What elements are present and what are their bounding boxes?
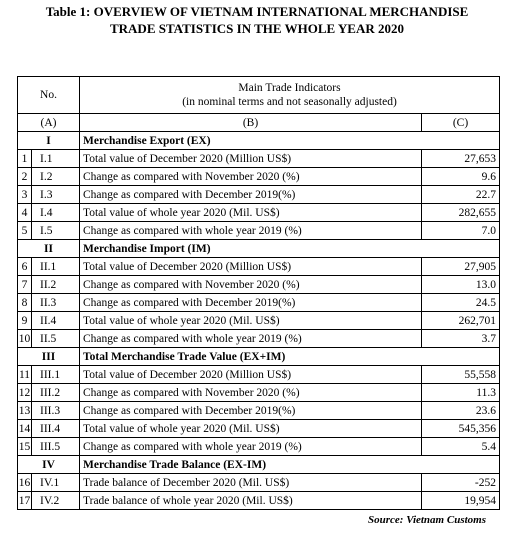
row-index: 5 bbox=[18, 222, 32, 240]
row-code: II.5 bbox=[32, 330, 80, 348]
header-main-indicators bbox=[80, 77, 500, 114]
row-value: -252 bbox=[422, 474, 500, 492]
section-label: Total Merchandise Trade Value (EX+IM) bbox=[80, 348, 500, 366]
section-row bbox=[18, 132, 500, 150]
row-value: 27,653 bbox=[422, 150, 500, 168]
title-line-2: TRADE STATISTICS IN THE WHOLE YEAR 2020 bbox=[109, 21, 405, 36]
row-description: Change as compared with November 2020 (%) bbox=[80, 168, 422, 186]
row-value: 5.4 bbox=[422, 438, 500, 456]
row-description: Change as compared with December 2019(%) bbox=[80, 402, 422, 420]
row-code: I.2 bbox=[32, 168, 80, 186]
row-description: Change as compared with whole year 2019 (%) bbox=[80, 438, 422, 456]
row-index: 10 bbox=[18, 330, 32, 348]
table-row bbox=[18, 330, 500, 348]
row-code: I.4 bbox=[32, 204, 80, 222]
section-row bbox=[18, 240, 500, 258]
row-value: 7.0 bbox=[422, 222, 500, 240]
table-body bbox=[18, 132, 500, 510]
title-line-1: Table 1: OVERVIEW OF VIETNAM INTERNATIONAL MERCHANDISE bbox=[45, 4, 469, 19]
table-row bbox=[18, 492, 500, 510]
row-code: I.3 bbox=[32, 186, 80, 204]
header-no: No. bbox=[18, 77, 80, 114]
header-main-line-2: (in nominal terms and not seasonally adjusted) bbox=[182, 96, 397, 108]
row-value: 9.6 bbox=[422, 168, 500, 186]
section-code: II bbox=[18, 240, 80, 258]
row-description: Total value of whole year 2020 (Mil. US$) bbox=[80, 312, 422, 330]
table-row bbox=[18, 402, 500, 420]
row-index: 8 bbox=[18, 294, 32, 312]
row-description: Change as compared with whole year 2019 (%) bbox=[80, 222, 422, 240]
row-code: III.1 bbox=[32, 366, 80, 384]
row-index: 6 bbox=[18, 258, 32, 276]
row-index: 15 bbox=[18, 438, 32, 456]
row-description: Change as compared with December 2019(%) bbox=[80, 294, 422, 312]
row-code: II.4 bbox=[32, 312, 80, 330]
row-code: III.2 bbox=[32, 384, 80, 402]
row-description: Change as compared with November 2020 (%) bbox=[80, 276, 422, 294]
row-value: 23.6 bbox=[422, 402, 500, 420]
row-index: 4 bbox=[18, 204, 32, 222]
section-row bbox=[18, 456, 500, 474]
table-row bbox=[18, 222, 500, 240]
row-code: I.5 bbox=[32, 222, 80, 240]
table-row bbox=[18, 168, 500, 186]
row-index: 13 bbox=[18, 402, 32, 420]
row-code: IV.2 bbox=[32, 492, 80, 510]
header-col-b: (B) bbox=[80, 114, 422, 132]
row-index: 12 bbox=[18, 384, 32, 402]
row-description: Total value of December 2020 (Million US$) bbox=[80, 366, 422, 384]
section-code: IV bbox=[18, 456, 80, 474]
row-value: 545,356 bbox=[422, 420, 500, 438]
row-description: Trade balance of December 2020 (Mil. US$) bbox=[80, 474, 422, 492]
table-row bbox=[18, 312, 500, 330]
row-description: Total value of whole year 2020 (Mil. US$) bbox=[80, 204, 422, 222]
source-note: Source: Vietnam Customs bbox=[368, 514, 486, 526]
row-value: 24.5 bbox=[422, 294, 500, 312]
row-code: I.1 bbox=[32, 150, 80, 168]
row-index: 17 bbox=[18, 492, 32, 510]
row-description: Change as compared with whole year 2019 (%) bbox=[80, 330, 422, 348]
table-row bbox=[18, 384, 500, 402]
row-code: II.2 bbox=[32, 276, 80, 294]
section-label: Merchandise Export (EX) bbox=[80, 132, 500, 150]
table-row bbox=[18, 438, 500, 456]
row-code: II.3 bbox=[32, 294, 80, 312]
row-description: Change as compared with December 2019(%) bbox=[80, 186, 422, 204]
row-code: IV.1 bbox=[32, 474, 80, 492]
row-value: 11.3 bbox=[422, 384, 500, 402]
table-row bbox=[18, 366, 500, 384]
section-label: Merchandise Import (IM) bbox=[80, 240, 500, 258]
row-index: 1 bbox=[18, 150, 32, 168]
table-row bbox=[18, 186, 500, 204]
table-row bbox=[18, 420, 500, 438]
row-code: III.5 bbox=[32, 438, 80, 456]
section-code: III bbox=[18, 348, 80, 366]
section-label: Merchandise Trade Balance (EX-IM) bbox=[80, 456, 500, 474]
row-index: 16 bbox=[18, 474, 32, 492]
header-col-c: (C) bbox=[422, 114, 500, 132]
row-value: 262,701 bbox=[422, 312, 500, 330]
row-value: 282,655 bbox=[422, 204, 500, 222]
trade-statistics-table bbox=[17, 76, 500, 510]
table-row bbox=[18, 150, 500, 168]
row-index: 9 bbox=[18, 312, 32, 330]
row-value: 19,954 bbox=[422, 492, 500, 510]
row-description: Trade balance of whole year 2020 (Mil. US$) bbox=[80, 492, 422, 510]
header-col-a: (A) bbox=[18, 114, 80, 132]
row-description: Total value of whole year 2020 (Mil. US$) bbox=[80, 420, 422, 438]
header-main-line-1: Main Trade Indicators bbox=[238, 82, 341, 94]
table-row bbox=[18, 258, 500, 276]
table-row bbox=[18, 294, 500, 312]
row-value: 3.7 bbox=[422, 330, 500, 348]
table-row bbox=[18, 204, 500, 222]
row-index: 3 bbox=[18, 186, 32, 204]
row-description: Total value of December 2020 (Million US$) bbox=[80, 150, 422, 168]
section-code: I bbox=[18, 132, 80, 150]
table-row bbox=[18, 474, 500, 492]
row-index: 7 bbox=[18, 276, 32, 294]
row-index: 11 bbox=[18, 366, 32, 384]
table-title bbox=[0, 3, 514, 37]
row-code: III.4 bbox=[32, 420, 80, 438]
row-code: III.3 bbox=[32, 402, 80, 420]
row-code: II.1 bbox=[32, 258, 80, 276]
row-index: 2 bbox=[18, 168, 32, 186]
row-index: 14 bbox=[18, 420, 32, 438]
section-row bbox=[18, 348, 500, 366]
table-row bbox=[18, 276, 500, 294]
row-description: Change as compared with November 2020 (%) bbox=[80, 384, 422, 402]
row-value: 55,558 bbox=[422, 366, 500, 384]
row-description: Total value of December 2020 (Million US$) bbox=[80, 258, 422, 276]
row-value: 22.7 bbox=[422, 186, 500, 204]
row-value: 13.0 bbox=[422, 276, 500, 294]
row-value: 27,905 bbox=[422, 258, 500, 276]
